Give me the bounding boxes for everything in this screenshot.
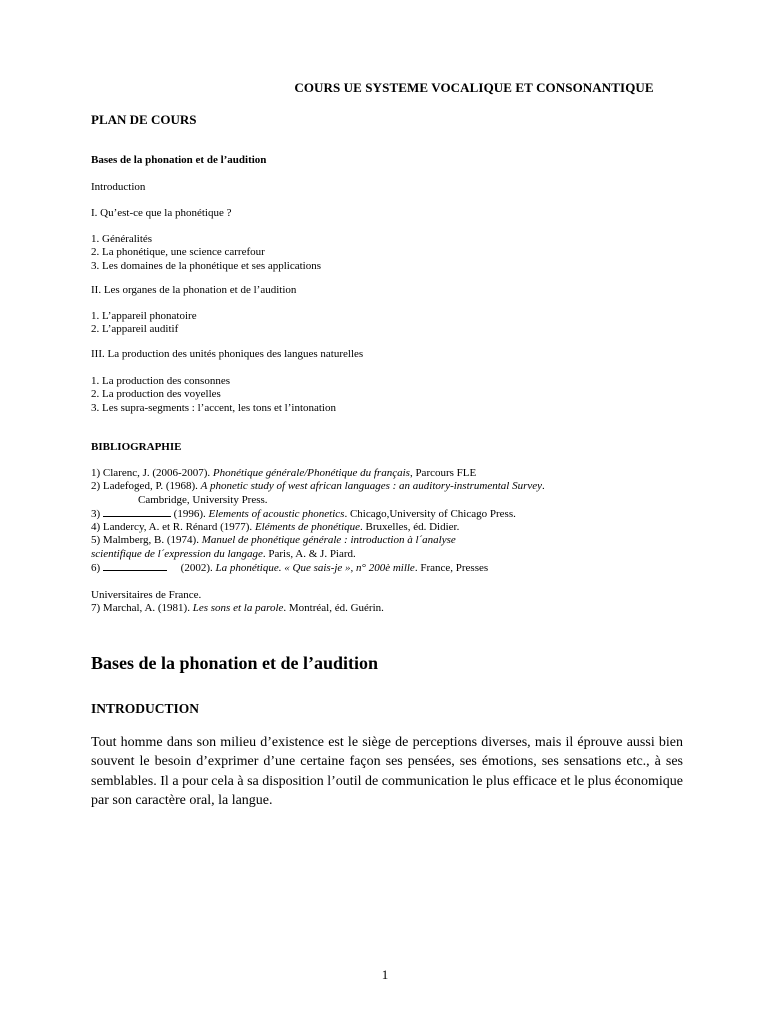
list-item: 2. La production des voyelles (91, 388, 221, 401)
list-item: 1. Généralités (91, 233, 153, 245)
list-item: 2. La phonétique, une science carrefour (91, 246, 265, 259)
bib-entry-6-cont: Universitaires de France. (91, 589, 202, 601)
part1-heading: I. Qu’est-ce que la phonétique ? (91, 207, 232, 219)
bib-entry-5: 5) Malmberg, B. (1974). Manuel de phonétique générale : introduction à l´analyse (91, 534, 456, 547)
part1-list (91, 233, 321, 273)
introduction-heading: INTRODUCTION (91, 701, 200, 716)
bibliography-heading: BIBLIOGRAPHIE (91, 441, 182, 453)
list-item: 1. L’appareil phonatoire (91, 310, 197, 322)
intro-label: Introduction (91, 181, 146, 193)
page-number: 1 (381, 967, 389, 982)
part3-heading: III. La production des unités phoniques des langues naturelles (91, 348, 364, 360)
bib-entry-1: 1) Clarenc, J. (2006-2007). Phonétique générale/Phonétique du français, Parcours FLE (91, 467, 477, 479)
list-item: 3. Les supra-segments : l’accent, les tons et l’intonation (91, 401, 336, 414)
list-item: 2. L’appareil auditif (91, 323, 179, 336)
bib-entry-6: 6) (2002). La phonétique. « Que sais-je », n° 200è mille. France, Presses (91, 562, 489, 575)
list-item: 3. Les domaines de la phonétique et ses applications (91, 259, 322, 272)
bib-entry-3: 3) (1996). Elements of acoustic phonetics. Chicago,University of Chicago Press. (91, 507, 516, 520)
introduction-paragraph: Tout homme dans son milieu d’existence est le siège de perceptions diverses, mais il éprouve aussi bien souvent le besoin d’exprimer d’une certaine façon ses pensées, ses émotions, ses sensations etc., à ses semblables. Il a pour cela à sa disposition l’outil de communication le plus efficace et le plus économique par son caractère oral, la langue. (91, 735, 683, 808)
bib-entry-4: 4) Landercy, A. et R. Rénard (1977). Eléments de phonétique. Bruxelles, éd. Didier. (91, 521, 460, 534)
bibliography-list (91, 467, 545, 575)
main-heading: Bases de la phonation et de l’audition (91, 653, 379, 673)
bib-entry-5-cont: scientifique de l´expression du langage. Paris, A. & J. Piard. (91, 547, 356, 560)
course-title: COURS UE SYSTEME VOCALIQUE ET CONSONANTIQUE (294, 80, 654, 95)
bibliography-list-cont (91, 589, 384, 616)
bib-entry-2: 2) Ladefoged, P. (1968). A phonetic study of west african languages : an auditory-instrumental Survey. (91, 480, 545, 493)
author-blank-line (103, 561, 167, 571)
part3-list (91, 375, 336, 415)
plan-heading: PLAN DE COURS (91, 112, 197, 127)
bib-entry-7: 7) Marchal, A. (1981). Les sons et la parole. Montréal, éd. Guérin. (91, 602, 384, 615)
part2-list (91, 310, 197, 337)
author-blank-line (103, 507, 171, 517)
list-item: 1. La production des consonnes (91, 375, 230, 387)
part2-heading: II. Les organes de la phonation et de l’audition (91, 284, 297, 296)
bib-entry-2-cont: Cambridge, University Press. (138, 493, 268, 506)
section-heading: Bases de la phonation et de l’audition (91, 154, 267, 166)
